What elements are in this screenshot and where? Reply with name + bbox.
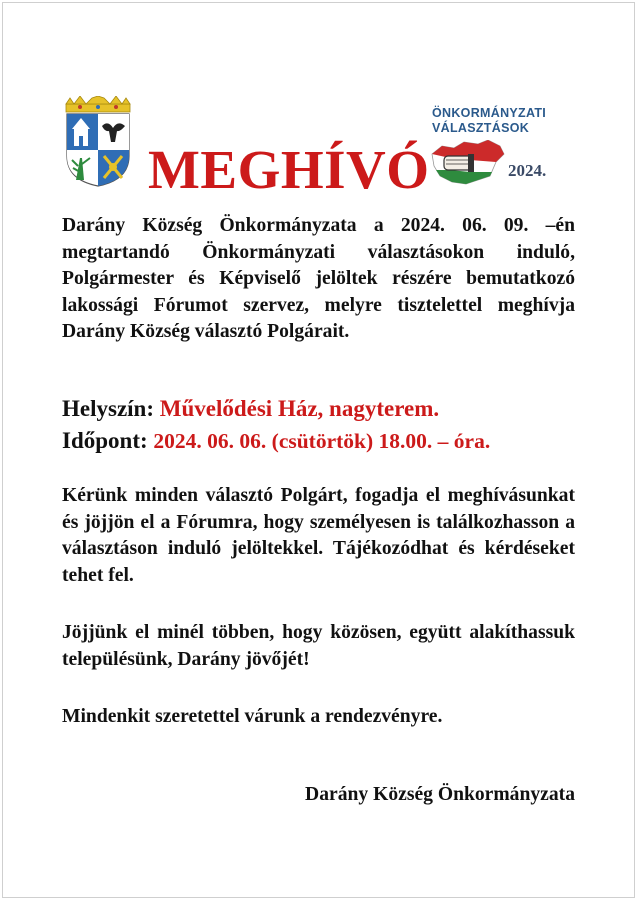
venue-label: Helyszín: <box>62 396 154 421</box>
crown-icon <box>66 96 130 112</box>
coat-of-arms-icon <box>64 96 132 188</box>
venue-line <box>62 396 439 422</box>
venue-value: Művelődési Ház, nagyterem. <box>159 396 440 421</box>
page-title: MEGHÍVÓ <box>148 139 430 200</box>
hungary-map-icon <box>430 140 506 186</box>
signature: Darány Község Önkormányzata <box>305 784 575 805</box>
time-value: 2024. 06. 06. (csütörtök) 18.00. – óra. <box>153 429 491 453</box>
election-logo-year: 2024. <box>508 161 547 180</box>
election-logo-line2: VÁLASZTÁSOK <box>432 121 530 135</box>
election-logo-line1: ÖNKORMÁNYZATI <box>432 106 547 120</box>
welcome-paragraph: Mindenkit szeretettel várunk a rendezvényre. <box>62 706 443 727</box>
handshake-icon <box>444 154 474 172</box>
time-line <box>62 428 490 454</box>
time-label: Időpont: <box>62 428 148 453</box>
intro-paragraph: Darány Község Önkormányzata a 2024. 06. 09. –én megtartandó Önkormányzati választásokon induló, Polgármester és Képviselő jelöltek részére bemutatkozó lakossági Fórumot szervez, melyre tisztelettel meghívja Darány Község választó Polgárait. <box>62 215 575 342</box>
invitation-paragraph: Kérünk minden választó Polgárt, fogadja el meghívásunkat és jöjjön el a Fórumra, hogy személyesen is találkozhasson a választáson induló jelöltekkel. Tájékozódhat és kérdéseket tehet fel. <box>62 485 575 586</box>
election-logo <box>426 104 566 188</box>
call-to-action-paragraph: Jöjjünk el minél többen, hogy közösen, együtt alakíthassuk településünk, Darány jövőjét! <box>62 622 575 670</box>
